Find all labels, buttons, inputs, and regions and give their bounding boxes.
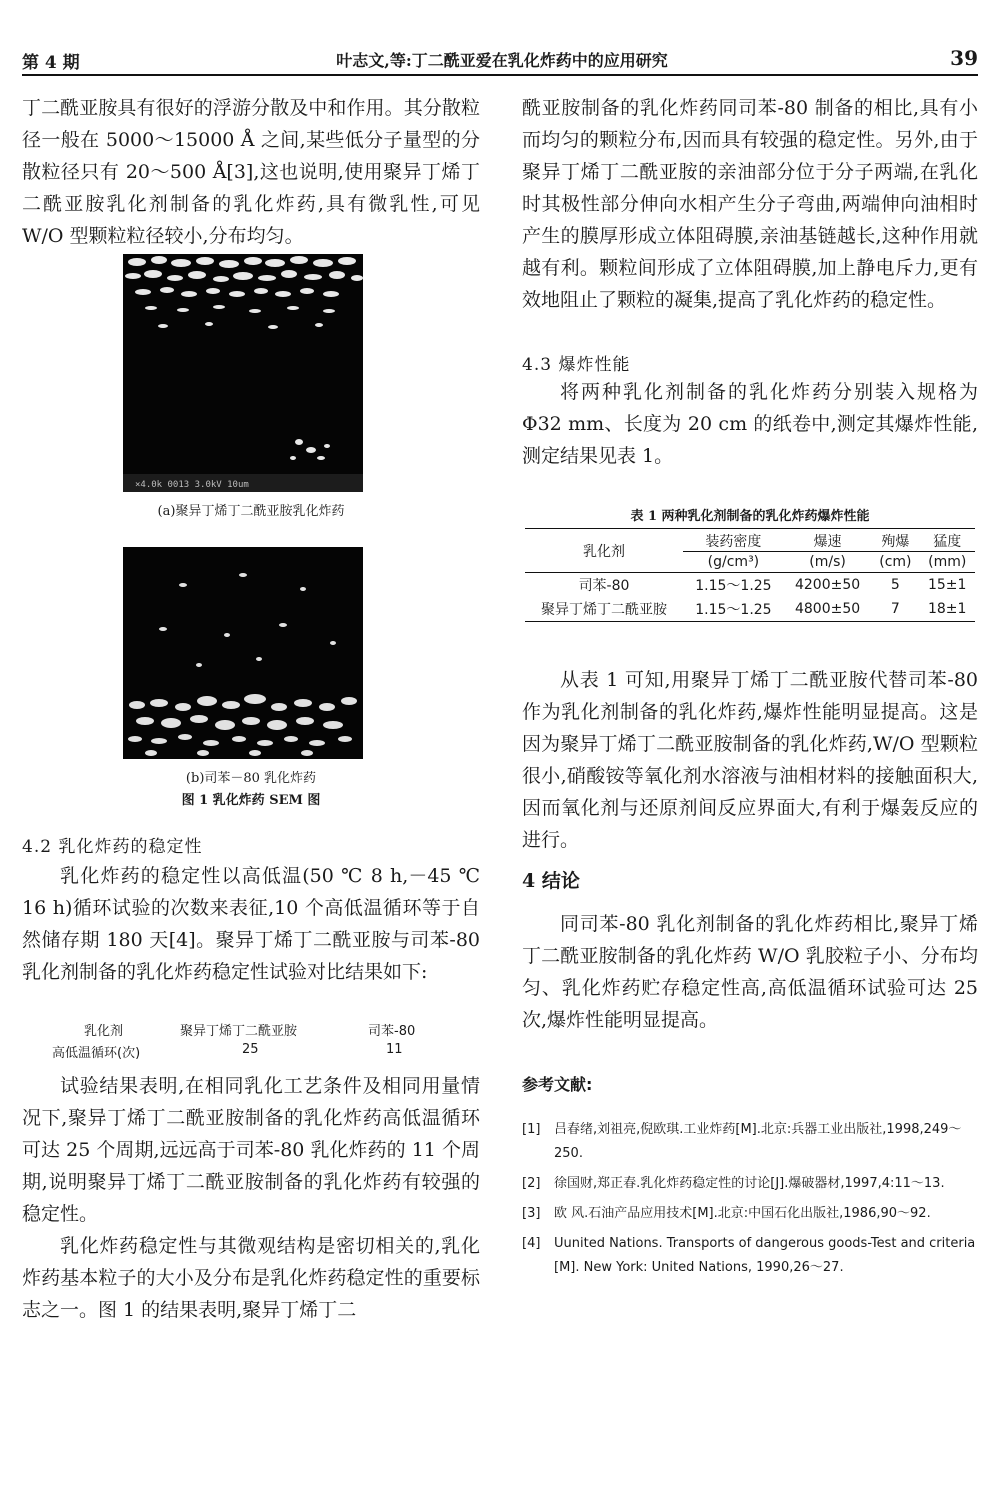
references-title: 参考文献: — [522, 1075, 593, 1094]
table-row — [525, 597, 975, 622]
issue-number: 第 4 期 — [22, 53, 80, 73]
table-cell: 18±1 — [927, 601, 967, 617]
table-1 — [525, 528, 975, 622]
stability-table-row-label: 高低温循环(次) — [52, 1046, 141, 1061]
sem-image-b — [123, 547, 363, 759]
sem-image-a — [123, 254, 363, 492]
reference-item — [522, 1172, 978, 1196]
table-1-header-gap: 殉爆 — [881, 534, 910, 550]
running-header — [22, 40, 978, 76]
reference-number: [1] — [522, 1122, 541, 1137]
section-4-2-title: 4.2 乳化炸药的稳定性 — [22, 837, 203, 857]
table-cell: 4200±50 — [794, 577, 861, 593]
table-1-unit-brisance: (mm) — [919, 552, 975, 573]
table-cell: 4800±50 — [794, 601, 861, 617]
table-cell: 7 — [890, 601, 900, 617]
reference-text: 徐国财,郑正春.乳化炸药稳定性的讨论[J].爆破器材,1997,4:11～13. — [554, 1176, 945, 1191]
stability-table-value-span80: 11 — [386, 1042, 403, 1057]
stability-table-header-emulsifier: 乳化剂 — [84, 1024, 124, 1039]
reference-item — [522, 1118, 978, 1166]
figure-a-caption: (a)聚异丁烯丁二酰亚胺乳化炸药 — [157, 504, 345, 519]
table-cell: 1.15～1.25 — [695, 578, 772, 594]
figure-b-caption: (b)司苯－80 乳化炸药 — [185, 771, 317, 786]
reference-item — [522, 1232, 978, 1280]
stability-table-value-pib: 25 — [242, 1042, 259, 1057]
reference-item — [522, 1202, 978, 1226]
reference-number: [2] — [522, 1176, 541, 1191]
reference-text: 欧 风.石油产品应用技术[M].北京:中国石化出版社,1986,90～92. — [554, 1206, 931, 1221]
section-4-title: 4 结论 — [522, 870, 580, 892]
page-number: 39 — [950, 46, 978, 70]
sem-image-a-scale-label: ×4.0k 0013 3.0kV 10um — [135, 480, 249, 490]
table-1-header-density: 装药密度 — [705, 534, 762, 550]
figure-1-caption: 图 1 乳化炸药 SEM 图 — [181, 793, 321, 808]
reference-number: [3] — [522, 1206, 541, 1221]
table-1-unit-density: (g/cm³) — [683, 552, 784, 573]
table-1-header-row — [525, 529, 975, 552]
sem-image-a-graphic — [123, 254, 363, 492]
section-4-2-paragraph-2: 试验结果表明,在相同乳化工艺条件及相同用量情况下,聚异丁烯丁二酰亚胺制备的乳化炸药高低温循环可达 25 个周期,远远高于司苯-80 乳化炸药的 11 个周期,说明聚异丁烯丁二酰亚胺制备的乳化炸药有较强的稳定性。 — [22, 1075, 480, 1225]
section-4-3-paragraph-1: 将两种乳化剂制备的乳化炸药分别装入规格为 Φ32 mm、长度为 20 cm 的纸卷中,测定其爆炸性能,测定结果见表 1。 — [522, 381, 978, 467]
table-1-unit-velocity: (m/s) — [784, 552, 871, 573]
table-1-header-emulsifier: 乳化剂 — [525, 529, 683, 573]
section-4-2-paragraph-1: 乳化炸药的稳定性以高低温(50 ℃ 8 h,－45 ℃ 16 h)循环试验的次数来表征,10 个高低温循环等于自然储存期 180 天[4]。聚异丁烯丁二酰亚胺与司苯-80 乳化剂制备的乳化炸药稳定性试验对比结果如下: — [22, 865, 480, 983]
section-4-2-paragraph-3: 乳化炸药稳定性与其微观结构是密切相关的,乳化炸药基本粒子的大小及分布是乳化炸药稳定性的重要标志之一。图 1 的结果表明,聚异丁烯丁二 — [22, 1235, 480, 1321]
reference-text: 吕春绪,刘祖亮,倪欧琪.工业炸药[M].北京:兵器工业出版社,1998,249～250. — [554, 1122, 962, 1161]
intro-paragraph: 丁二酰亚胺具有很好的浮游分散及中和作用。其分散粒径一般在 5000～15000 Å 之间,某些低分子量型的分散粒径只有 20～500 Å[3],这也说明,使用聚异丁烯丁二酰亚胺乳化剂制备的乳化炸药,具有微乳性,可见 W/O 型颗粒粒径较小,分布均匀。 — [22, 97, 480, 247]
table-cell: 5 — [890, 577, 900, 593]
running-title: 叶志文,等:丁二酰亚爱在乳化炸药中的应用研究 — [336, 51, 668, 70]
sem-image-b-graphic — [123, 547, 363, 759]
right-paragraph-1: 酰亚胺制备的乳化炸药同司苯-80 制备的相比,具有小而均匀的颗粒分布,因而具有较强的稳定性。另外,由于聚异丁烯丁二酰亚胺的亲油部分位于分子两端,在乳化时其极性部分伸向水相产生分子弯曲,两端伸向油相时产生的膜厚形成立体阻碍膜,亲油基链越长,这种作用就越有利。颗粒间形成了立体阻碍膜,加上静电斥力,更有效地阻止了颗粒的凝集,提高了乳化炸药的稳定性。 — [522, 97, 978, 311]
section-4-3-title: 4.3 爆炸性能 — [522, 355, 631, 375]
stability-table — [40, 1020, 460, 1064]
section-4-paragraph: 同司苯-80 乳化剂制备的乳化炸药相比,聚异丁烯丁二酰亚胺制备的乳化炸药 W/O 乳胶粒子小、分布均匀、乳化炸药贮存稳定性高,高低温循环试验可达 25 次,爆炸性能明显提高。 — [522, 913, 978, 1031]
table-1-caption: 表 1 两种乳化剂制备的乳化炸药爆炸性能 — [630, 509, 870, 524]
table-1-header-velocity: 爆速 — [813, 534, 842, 550]
table-cell: 司苯-80 — [578, 578, 630, 594]
table-1-header-brisance: 猛度 — [933, 534, 962, 550]
section-4-3-paragraph-2: 从表 1 可知,用聚异丁烯丁二酰亚胺代替司苯-80 作为乳化剂制备的乳化炸药,爆炸性能明显提高。这是因为聚异丁烯丁二酰亚胺制备的乳化炸药,W/O 型颗粒很小,硝酸铵等氧化剂水溶液与油相材料的接触面积大,因而氧化剂与还原剂间反应界面大,有利于爆轰反应的进行。 — [522, 669, 978, 851]
table-cell: 1.15～1.25 — [695, 602, 772, 618]
references-list — [522, 1118, 978, 1286]
stability-table-header-span80: 司苯-80 — [368, 1024, 416, 1039]
stability-table-header-pib: 聚异丁烯丁二酰亚胺 — [180, 1024, 298, 1039]
table-row — [525, 573, 975, 598]
table-1-unit-gap: (cm) — [871, 552, 919, 573]
reference-text: Uunited Nations. Transports of dangerous goods-Test and criteria [M]. New York: United Nations, 1990,26～27. — [554, 1236, 976, 1275]
table-cell: 15±1 — [927, 577, 967, 593]
reference-number: [4] — [522, 1236, 541, 1251]
table-cell: 聚异丁烯丁二酰亚胺 — [541, 602, 667, 618]
